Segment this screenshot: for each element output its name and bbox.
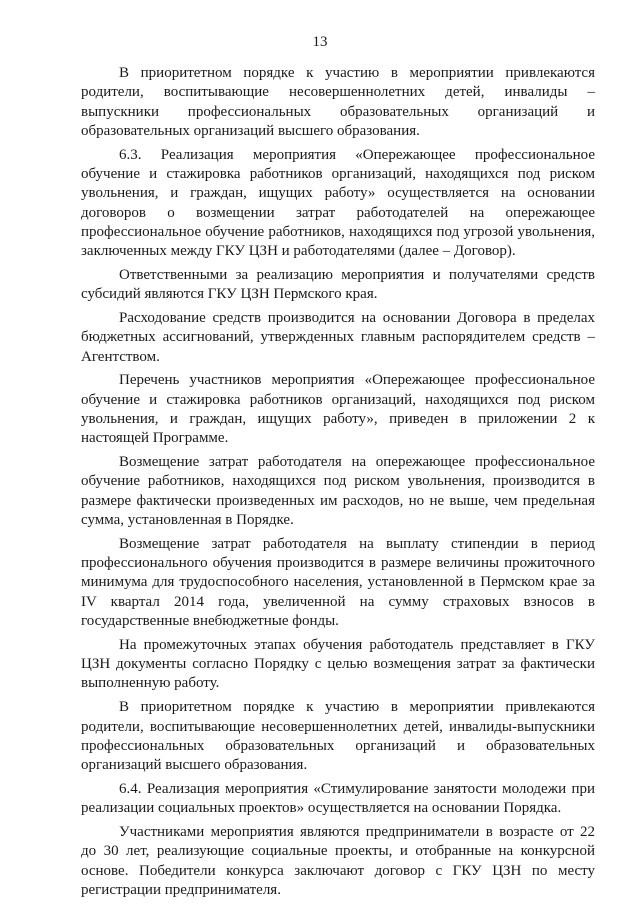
paragraph: Расходование средств производится на основании Договора в пределах бюджетных ассигнований, утвержденных главным распорядителем средств – Агентством.	[81, 310, 595, 365]
paragraph: Ответственными за реализацию мероприятия и получателями средств субсидий являются ГКУ ЦЗН Пермского края.	[81, 266, 595, 303]
paragraph: Возмещение затрат работодателя на опережающее профессиональное обучение работников, находящихся под риском увольнения, производится в размере фактически произведенных им расходов, но не выше, чем предельная сумма, установленная в Порядке.	[81, 454, 595, 529]
page-number: 13	[312, 34, 328, 50]
paragraph: В приоритетном порядке к участию в мероприятии привлекаются родители, воспитывающие несовершеннолетних детей, инвалиды-выпускники профессиональных образовательных организаций и образовательных организаций высшего образования.	[81, 699, 595, 774]
paragraph: 6.3. Реализация мероприятия «Опережающее профессиональное обучение и стажировка работников организаций, находящихся под риском увольнения, и граждан, ищущих работу» осуществляется на основании договоров о возмещении затрат работодателей на опережающее профессиональное обучение работников, находящихся под угрозой увольнения, заключенных между ГКУ ЦЗН и работодателями (далее – Договор).	[81, 146, 595, 260]
paragraph: Возмещение затрат работодателя на выплату стипендии в период профессионального обучения производится в размере величины прожиточного минимума для трудоспособного населения, установленной в Пермском крае за IV квартал 2014 года, увеличенной на сумму страховых взносов в государственные внебюджетные фонды.	[81, 535, 595, 630]
paragraph: В приоритетном порядке к участию в мероприятии привлекаются родители, воспитывающие несовершеннолетних детей, инвалиды – выпускники профессиональных образовательных организаций и образовательных организаций высшего образования.	[81, 65, 595, 139]
paragraph: Перечень участников мероприятия «Опережающее профессиональное обучение и стажировка работников организаций, находящихся под риском увольнения, и граждан, ищущих работу», приведен в приложении 2 к настоящей Программе.	[81, 372, 595, 447]
paragraph: 6.4. Реализация мероприятия «Стимулирование занятости молодежи при реализации социальных проектов» осуществляется на основании Порядка.	[81, 780, 595, 817]
document-body	[81, 64, 595, 905]
paragraph: На промежуточных этапах обучения работодатель представляет в ГКУ ЦЗН документы согласно Порядку с целью возмещения затрат за фактически выполненную работу.	[81, 636, 595, 692]
paragraph: Участниками мероприятия являются предприниматели в возрасте от 22 до 30 лет, реализующие социальные проекты, и отобранные на конкурсной основе. Победители конкурса заключают договор с ГКУ ЦЗН по месту регистрации предпринимателя.	[81, 823, 595, 898]
